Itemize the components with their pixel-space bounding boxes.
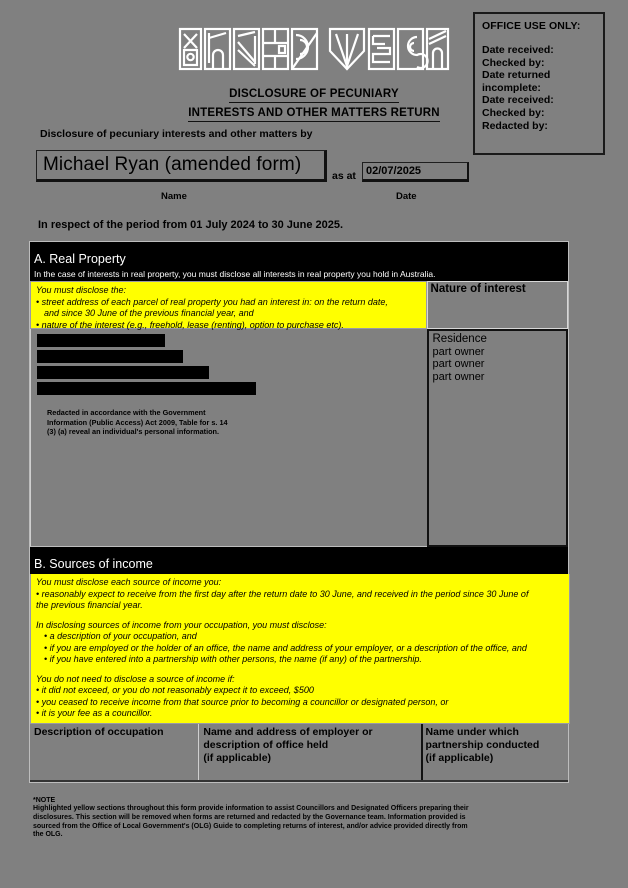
disclosure-by-label: Disclosure of pecuniary interests and other matters by — [40, 128, 313, 140]
section-a-guidance-lead: You must disclose the: — [36, 285, 127, 295]
section-b-guidance-line: • if you have entered into a partnership with other persons, the name (if any) of the partnership. — [44, 654, 422, 664]
section-b-guidance-line: • a description of your occupation, and — [44, 631, 197, 641]
section-a-nature-header-cell — [427, 281, 568, 329]
section-a-subheading: In the case of interests in real property, you must disclose all interests in real property you hold in Australia. — [30, 269, 568, 281]
guidance-spacer — [36, 612, 564, 620]
footer-note-line: sourced from the Office of Local Government's (OLG) Guide to completing returns of interest, and/or advice provided directly from — [33, 822, 468, 830]
name-field-value: Michael Ryan (amended form) — [43, 154, 302, 175]
nature-of-interest-value: Residence — [432, 333, 487, 345]
page-title-line-2: INTERESTS AND OTHER MATTERS RETURN — [188, 107, 440, 122]
redaction-note-line: Redacted in accordance with the Government — [47, 408, 206, 417]
column-header-line: description of office held — [203, 738, 329, 751]
section-b-column-headers — [30, 724, 568, 782]
redaction-note-line: (3) (a) reveal an individual's personal information. — [47, 427, 220, 437]
date-field-value: 02/07/2025 — [366, 165, 422, 177]
section-a-guidance-bullet-cont: and since 30 June of the previous financial year, and — [44, 308, 254, 318]
section-a-address-cell[interactable] — [30, 329, 427, 547]
office-use-field: Date returned — [482, 69, 551, 82]
date-field[interactable] — [362, 162, 469, 182]
nature-of-interest-value: part owner — [432, 370, 485, 383]
inner-west-wordmark-icon — [178, 26, 450, 72]
office-use-title: OFFICE USE ONLY: — [482, 20, 581, 32]
section-b-guidance-line: • you ceased to receive income from that source prior to becoming a councillor or designated person, or — [36, 696, 449, 707]
office-use-field: Date received: — [482, 44, 554, 56]
office-use-field: Checked by: — [482, 56, 545, 69]
redaction-bar — [37, 350, 183, 363]
as-at-label: as at — [332, 170, 356, 182]
section-a-nature-header: Nature of interest — [430, 283, 526, 295]
office-use-field: incomplete: — [482, 81, 541, 94]
section-a-guidance-note — [30, 281, 427, 329]
footer-note-line: disclosures. This section will be removed when forms are returned and redacted by the Governance team. Information provided is — [33, 813, 466, 821]
section-b-heading: B. Sources of income — [30, 556, 568, 574]
redaction-bar — [37, 334, 165, 347]
section-a-nature-values-cell[interactable] — [427, 329, 569, 547]
column-header-line: partnership conducted — [425, 738, 540, 751]
section-a-heading: A. Real Property — [30, 251, 568, 269]
redaction-note — [31, 398, 427, 437]
redaction-bar — [37, 382, 256, 395]
footer-note — [33, 797, 595, 840]
disclosure-form-table — [29, 241, 569, 783]
section-a-top-strip — [30, 242, 568, 251]
section-b-guidance-line: • it did not exceed, or you do not reasonably expect it to exceed, $500 — [36, 685, 314, 695]
nature-of-interest-value: part owner — [432, 358, 485, 371]
page-title — [0, 81, 628, 122]
redaction-note-line: Information (Public Access) Act 2009, Table for s. 14 — [47, 417, 228, 427]
office-use-field: Date received: — [482, 94, 554, 107]
redaction-bar — [37, 366, 209, 379]
section-b-guidance-line: the previous financial year. — [36, 600, 143, 610]
column-header-line: (if applicable) — [425, 751, 494, 764]
section-b-guidance-lead-2: In disclosing sources of income from your occupation, you must disclose: — [36, 619, 327, 630]
column-header-line: Description of occupation — [34, 725, 164, 738]
section-a-guidance-bullet: • nature of the interest (e.g., freehold, lease (renting), option to purchase etc). — [36, 319, 344, 330]
guidance-spacer — [36, 666, 564, 674]
section-b-guidance-lead-3: You do not need to disclose a source of income if: — [36, 673, 235, 684]
section-b-guidance-line: • reasonably expect to receive from the first day after the return date to 30 June, and received in the period since 30 June of — [36, 588, 529, 599]
reporting-period-line: In respect of the period from 01 July 2024 to 30 June 2025. — [38, 219, 344, 231]
footer-note-label: *NOTE — [33, 797, 56, 804]
name-caption: Name — [161, 191, 187, 202]
section-b-col-employer[interactable] — [199, 724, 422, 780]
footer-note-line: the OLG. — [33, 831, 63, 839]
footer-note-line: Highlighted yellow sections throughout this form provide information to assist Councillors and Designated Officers preparing their — [33, 805, 469, 812]
footer-note-body — [33, 805, 595, 840]
section-a-guidance-bullet: • street address of each parcel of real property you had an interest in: on the return date, — [36, 296, 388, 307]
column-header-line: (if applicable) — [203, 751, 272, 764]
redaction-bar-group — [31, 329, 427, 395]
section-a-body — [30, 329, 568, 547]
nature-of-interest-value: part owner — [432, 345, 485, 358]
date-caption: Date — [396, 191, 417, 202]
column-header-line: Name under which — [425, 725, 519, 738]
inner-west-logo — [0, 26, 628, 72]
column-header-line: Name and address of employer or — [203, 725, 373, 738]
section-b-col-occupation[interactable] — [30, 724, 199, 780]
section-b-guidance-lead-1: You must disclose each source of income you: — [36, 577, 222, 587]
name-field[interactable] — [36, 150, 327, 182]
section-a-guidance-row — [30, 281, 568, 329]
section-b-guidance-line: • it is your fee as a councillor. — [36, 708, 153, 718]
section-b-top-strip — [30, 547, 568, 556]
section-b-guidance-note — [30, 574, 570, 724]
section-b-guidance-line: • if you are employed or the holder of an office, the name and address of your employer, or a description of the office, and — [44, 642, 527, 653]
office-use-field: Checked by: — [482, 106, 545, 119]
section-b-col-partnership[interactable] — [423, 724, 568, 780]
page-title-line-1: DISCLOSURE OF PECUNIARY — [229, 88, 399, 103]
office-use-field: Redacted by: — [482, 119, 548, 132]
